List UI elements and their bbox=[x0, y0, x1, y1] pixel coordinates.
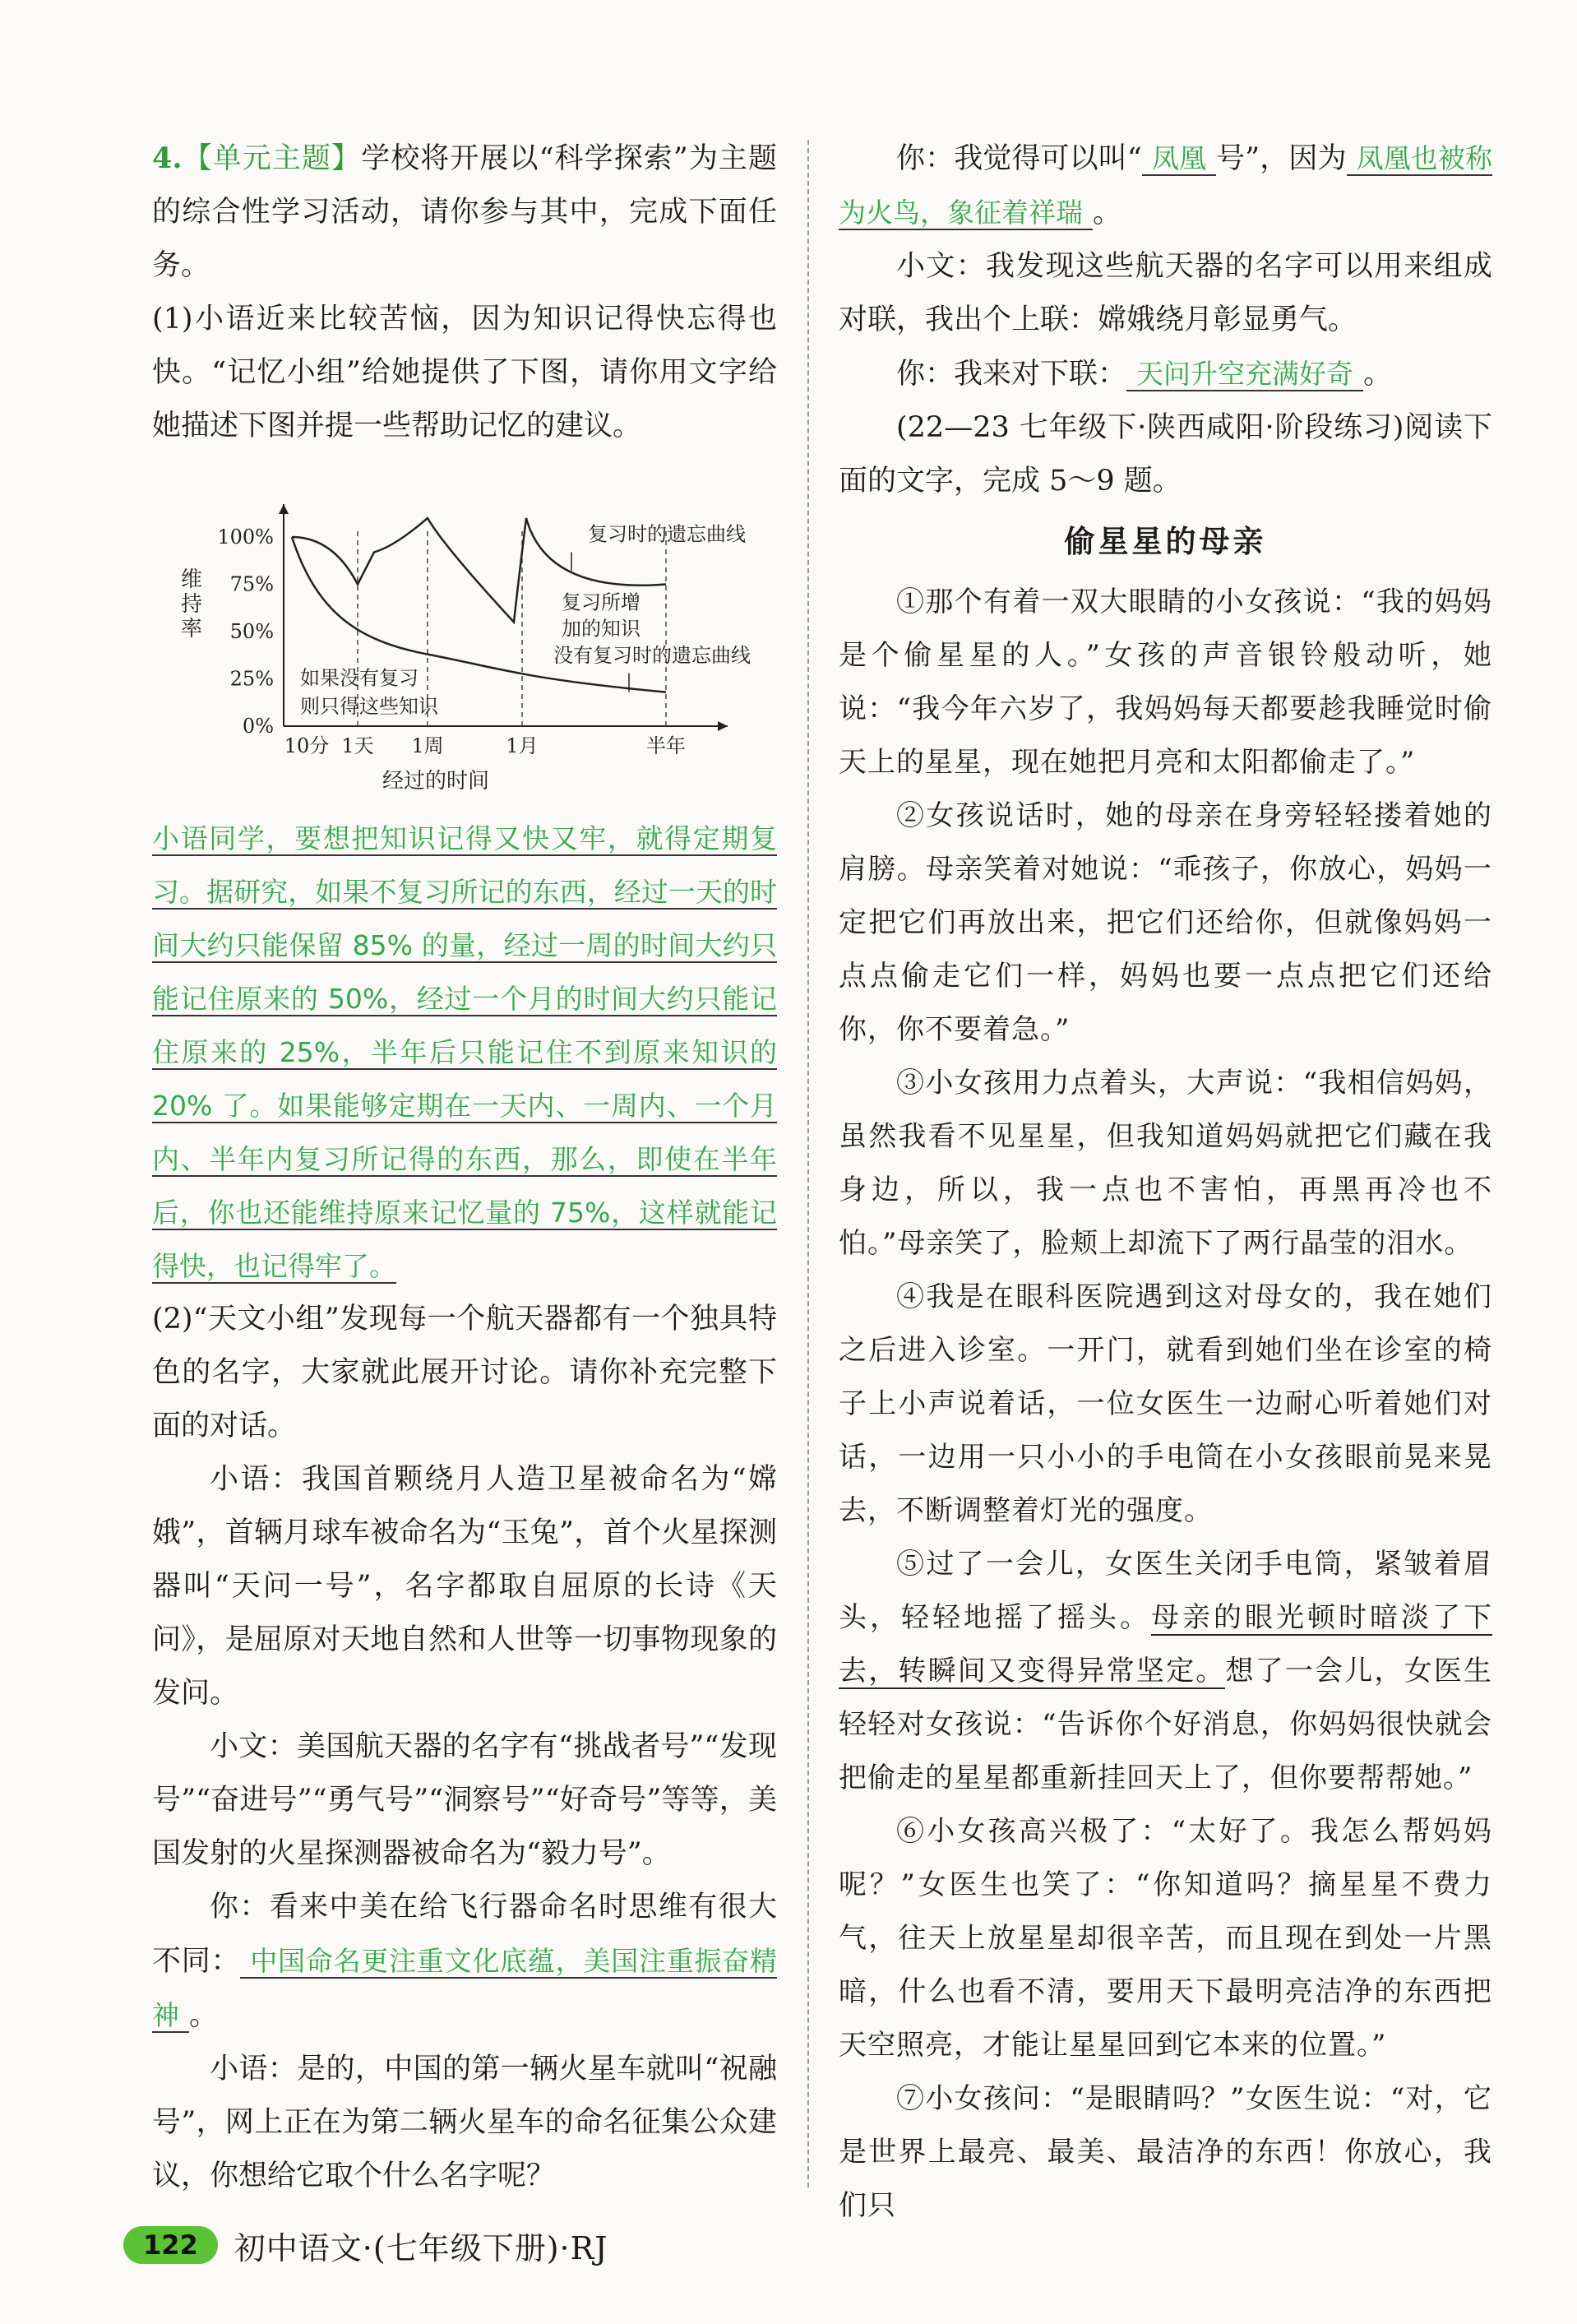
x-tick-label: 1周 bbox=[411, 734, 444, 757]
x-tick-label: 1天 bbox=[341, 734, 374, 757]
dialog-xiaoyu-1: 小语：我国首颗绕月人造卫星被命名为“嫦娥”，首辆月球车被命名为“玉兔”，首个火星探测器叫“天问一号”，名字都取自屈原的长诗《天问》，是屈原对天地自然和人世等一切事物现象的发问。 bbox=[152, 1463, 777, 1710]
part2-prompt: (2)“天文小组”发现每一个航天器都有一个独具特色的名字，大家就此展开讨论。请你补充完整下面的对话。 bbox=[152, 1303, 777, 1442]
question-tag: 【单元主题】 bbox=[182, 142, 362, 175]
answer-mars-rover-name bbox=[839, 132, 1492, 240]
x-axis-label: 经过的时间 bbox=[382, 769, 490, 792]
couplet-end: 。 bbox=[1363, 358, 1393, 391]
x-tick-label: 半年 bbox=[646, 734, 686, 757]
y-tick-label: 0% bbox=[242, 715, 274, 738]
couplet-fill: 天问升空充满好奇 bbox=[1126, 358, 1363, 391]
page-number: 122 bbox=[123, 2226, 218, 2264]
answer-name-prefix: 你：我觉得可以叫“ bbox=[896, 142, 1142, 175]
left-column bbox=[152, 132, 777, 2203]
reading-source: (22—23 七年级下·陕西咸阳·阶段练习)阅读下面的文字，完成 5～9 题。 bbox=[839, 411, 1492, 498]
y-tick-label: 100% bbox=[217, 525, 274, 549]
story-para-5-underlined: 母亲的眼光顿时暗淡了下去，转瞬间又变得异常坚定。 bbox=[839, 1601, 1492, 1687]
chart-annotation: 没有复习时的遗忘曲线 bbox=[553, 643, 751, 667]
chart-svg bbox=[169, 463, 761, 792]
column-divider bbox=[807, 140, 809, 2187]
page-footer bbox=[123, 2220, 608, 2270]
dialog-xiaoyu-2: 小语：是的，中国的第一辆火星车就叫“祝融号”，网上正在为第二辆火星车的命名征集公众建议，你想给它取个什么名字呢？ bbox=[152, 2053, 777, 2192]
part1-answer bbox=[152, 812, 777, 1293]
y-axis-label-char: 维 bbox=[180, 567, 203, 592]
chart-annotation: 则只得这些知识 bbox=[300, 694, 438, 718]
y-axis-arrow bbox=[279, 504, 289, 514]
y-tick-label: 50% bbox=[229, 620, 274, 643]
story-para-7: ⑦小女孩问：“是眼睛吗？”女医生说：“对，它是世界上最亮、最美、最洁净的东西！你放心，我们只 bbox=[839, 2082, 1492, 2222]
question-4-intro bbox=[152, 132, 777, 293]
dialog-you-1-end: 。 bbox=[189, 1999, 219, 2032]
y-tick-label: 75% bbox=[229, 572, 274, 596]
part1-answer-text: 小语同学，要想把知识记得又快又牢，就得定期复习。据研究，如果不复习所记的东西，经过一天的时间大约只能保留 85% 的量，经过一周的时间大约只能记住原来的 50%，经过一个月的时间大约只能记住原来的 25%，半年后只能记住不到原来知识的 20% 了。如果能够定期在一天内、一周内、一个月内、半年内复习所记得的东西，那么，即使在半年后，你也还能维持原来记忆量的 75%，这样就能记得快，也记得牢了。 bbox=[152, 822, 777, 1282]
story-para-5-start: ⑤过了一会儿，女医生关闭手电筒，紧皱着眉头，轻轻地摇了摇头。 bbox=[839, 1548, 1492, 1634]
chart-annotation: 如果没有复习 bbox=[300, 666, 419, 690]
story-body bbox=[839, 576, 1492, 2233]
right-column bbox=[839, 132, 1492, 2233]
chart-annotation: 加的知识 bbox=[562, 617, 641, 641]
story-title: 偷星星的母亲 bbox=[1064, 523, 1267, 559]
y-axis-label-char: 持 bbox=[180, 592, 203, 617]
couplet-intro: 小文：我发现这些航天器的名字可以用来组成对联，我出个上联：嫦娥绕月彰显勇气。 bbox=[839, 250, 1492, 336]
dialog-xiaowen-1: 小文：美国航天器的名字有“挑战者号”“发现号”“奋进号”“勇气号”“洞察号”“好奇号”等等，美国发射的火星探测器被命名为“毅力号”。 bbox=[152, 1730, 777, 1870]
couplet-prefix: 你：我来对下联： bbox=[896, 358, 1127, 391]
dialog-you-1-answer: 中国命名更注重文化底蕴，美国注重振奋精神 bbox=[152, 1945, 777, 2031]
dialog-you-1 bbox=[152, 1881, 777, 2043]
part1-prompt: (1)小语近来比较苦恼，因为知识记得快忘得也快。“记忆小组”给她提供了下图，请你用文字给她描述下图并提一些帮助记忆的建议。 bbox=[152, 303, 777, 442]
x-tick-label: 1月 bbox=[506, 734, 539, 757]
answer-name-mid: 号”，因为 bbox=[1216, 142, 1347, 175]
y-axis-label-char: 率 bbox=[180, 617, 203, 641]
story-para-1: ①那个有着一双大眼睛的小女孩说：“我的妈妈是个偷星星的人。”女孩的声音银铃般动听，她说：“我今年六岁了，我妈妈每天都要趁我睡觉时偷天上的星星，现在她把月亮和太阳都偷走了。” bbox=[839, 586, 1492, 779]
story-para-4: ④我是在眼科医院遇到这对母女的，我在她们之后进入诊室。一开门，就看到她们坐在诊室的椅子上小声说着话，一位女医生一边耐心听着她们对话，一边用一只小小的手电筒在小女孩眼前晃来晃去，不断调整着灯光的强度。 bbox=[839, 1280, 1492, 1527]
question-intro-text: 学校将开展以“科学探索”为主题的综合性学习活动，请你参与其中，完成下面任务。 bbox=[152, 142, 777, 282]
book-title: 初中语文·(七年级下册)·RJ bbox=[234, 2229, 608, 2266]
story-para-3: ③小女孩用力点着头，大声说：“我相信妈妈，虽然我看不见星星，但我知道妈妈就把它们藏在我身边，所以，我一点也不害怕，再黑再冷也不怕。”母亲笑了，脸颊上却流下了两行晶莹的泪水。 bbox=[839, 1067, 1492, 1260]
couplet-answer bbox=[839, 347, 1492, 401]
story-para-2: ②女孩说话时，她的母亲在身旁轻轻搂着她的肩膀。母亲笑着对她说：“乖孩子，你放心，妈妈一定把它们再放出来，把它们还给你，但就像妈妈一点点偷走它们一样，妈妈也要一点点把它们还给你，你不要着急。” bbox=[839, 799, 1492, 1046]
x-axis-arrow bbox=[718, 721, 728, 731]
question-number: 4. bbox=[152, 141, 183, 175]
chart-annotation: 复习所增 bbox=[562, 590, 641, 614]
forgetting-curve-chart bbox=[169, 463, 777, 795]
answer-name-fill: 凤凰 bbox=[1142, 142, 1216, 176]
x-tick-label: 10分 bbox=[284, 734, 330, 757]
dialog-you-1-text: 你：看来中美在给飞行器命名时思维有很大不同： bbox=[152, 1891, 777, 1978]
story-para-6: ⑥小女孩高兴极了：“太好了。我怎么帮妈妈呢？”女医生也笑了：“你知道吗？摘星星不费力气，往天上放星星却很辛苦，而且现在到处一片黑暗，什么也看不清，要用天下最明亮洁净的东西把天空照亮，才能让星星回到它本来的位置。” bbox=[839, 1815, 1492, 2062]
answer-name-reason: 凤凰也被称为火鸟，象征着祥瑞 bbox=[839, 142, 1492, 229]
y-tick-label: 25% bbox=[229, 667, 274, 691]
chart-annotation: 复习时的遗忘曲线 bbox=[588, 522, 746, 546]
story-para-5 bbox=[839, 1538, 1492, 1805]
answer-name-end: 。 bbox=[1093, 197, 1122, 229]
story-para-5-end: 想了一会儿，女医生轻轻对女孩说：“告诉你个好消息，你妈妈很快就会把偷走的星星都重新挂回天上了，但你要帮帮她。” bbox=[839, 1655, 1493, 1794]
